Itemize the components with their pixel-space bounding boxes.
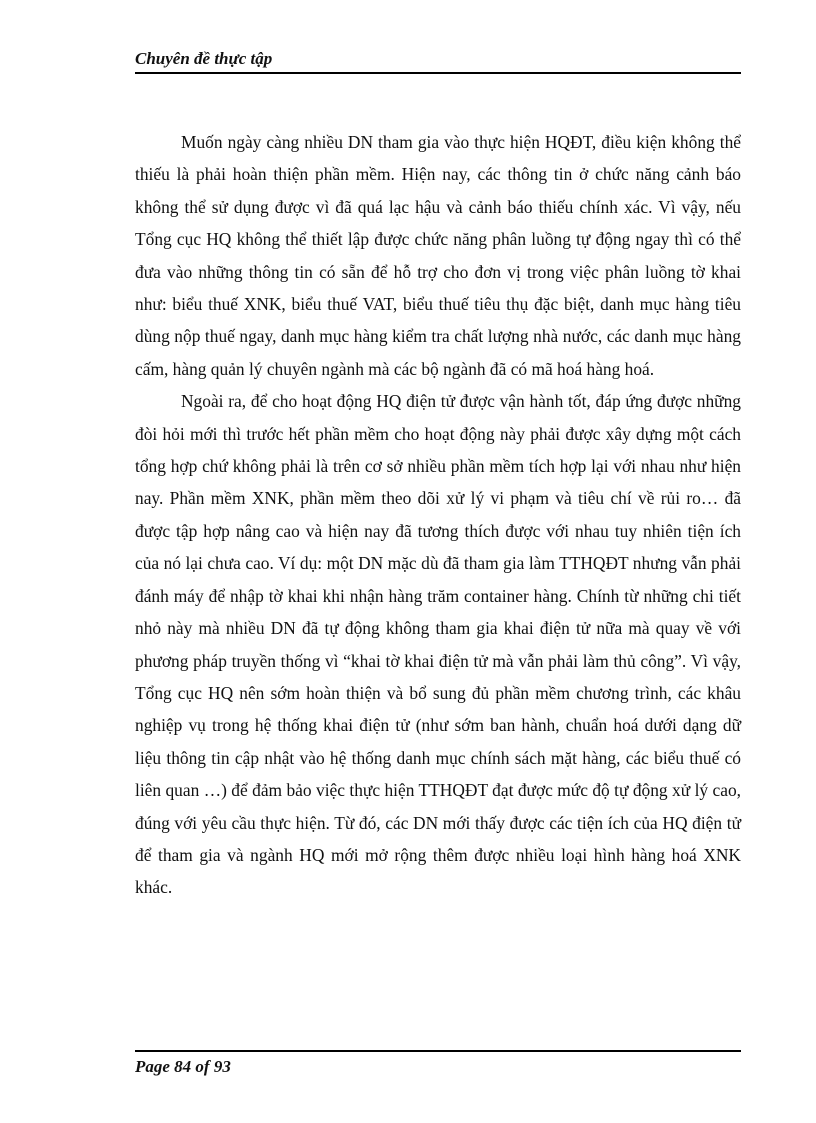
- page-header: [135, 48, 741, 70]
- page-number: Page 84 of 93: [135, 1057, 231, 1076]
- header-divider: [135, 72, 741, 74]
- body-paragraph-1: Muốn ngày càng nhiều DN tham gia vào thực hiện HQĐT, điều kiện không thể thiếu là phải hoàn thiện phần mềm. Hiện nay, các thông tin ở chức năng cảnh báo không thể sử dụng được vì đã quá lạc hậu và cảnh báo thiếu chính xác. Vì vậy, nếu Tổng cục HQ không thể thiết lập được chức năng phân luồng tự động ngay thì có thể đưa vào những thông tin có sẵn để hỗ trợ cho đơn vị trong việc phân luồng tờ khai như: biểu thuế XNK, biểu thuế VAT, biểu thuế tiêu thụ đặc biệt, danh mục hàng tiêu dùng nộp thuế ngay, danh mục hàng kiểm tra chất lượng nhà nước, các danh mục hàng cấm, hàng quản lý chuyên ngành mà các bộ ngành đã có mã hoá hàng hoá.: [135, 132, 741, 379]
- header-title: Chuyên đề thực tập: [135, 49, 273, 68]
- footer-divider: [135, 1050, 741, 1052]
- body-paragraph-2: Ngoài ra, để cho hoạt động HQ điện tử được vận hành tốt, đáp ứng được những đòi hỏi mới thì trước hết phần mềm cho hoạt động này phải được xây dựng một cách tổng hợp chứ không phải là trên cơ sở nhiều phần mềm tích hợp lại với nhau như hiện nay. Phần mềm XNK, phần mềm theo dõi xử lý vi phạm và tiêu chí về rủi ro… đã được tập hợp nâng cao và hiện nay đã tương thích được với nhau tuy nhiên tiện ích của nó lại chưa cao. Ví dụ: một DN mặc dù đã tham gia làm TTHQĐT nhưng vẫn phải đánh máy để nhập tờ khai khi nhận hàng trăm container hàng. Chính từ những chi tiết nhỏ này mà nhiều DN đã tự động không tham gia khai điện tử nữa mà quay về với phương pháp truyền thống vì “khai tờ khai điện tử mà vẫn phải làm thủ công”. Vì vậy, Tổng cục HQ nên sớm hoàn thiện và bổ sung đủ phần mềm chương trình, các khâu nghiệp vụ trong hệ thống khai điện tử (như sớm ban hành, chuẩn hoá dưới dạng dữ liệu thông tin cập nhật vào hệ thống danh mục chính sách mặt hàng, các biểu thuế có liên quan …) để đảm bảo việc thực hiện TTHQĐT đạt được mức độ tự động xử lý cao, đúng với yêu cầu thực hiện. Từ đó, các DN mới thấy được các tiện ích của HQ điện tử để tham gia và ngành HQ mới mở rộng thêm được nhiều loại hình hàng hoá XNK khác.: [135, 391, 741, 898]
- document-body: [135, 126, 741, 904]
